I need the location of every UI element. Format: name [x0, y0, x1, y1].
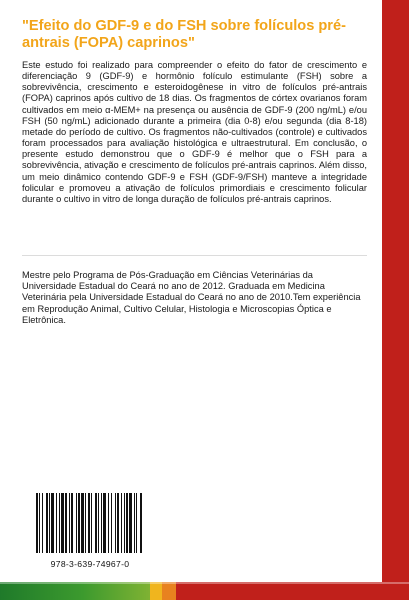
- cover-title: "Efeito do GDF-9 e do FSH sobre folículos pré-antrais (FOPA) caprinos": [22, 18, 346, 51]
- bottom-color-bar: [0, 582, 409, 600]
- barcode-bar: [134, 493, 135, 553]
- barcode-bar: [71, 493, 73, 553]
- barcode-bar: [126, 493, 128, 553]
- barcode-bar: [42, 493, 43, 553]
- right-red-stripe: [382, 0, 409, 600]
- barcode-graphic: [34, 493, 146, 559]
- barcode-bar: [36, 493, 38, 553]
- barcode-bar: [78, 493, 80, 553]
- barcode-bar: [136, 493, 137, 553]
- barcode-bar: [39, 493, 40, 553]
- barcode-bar: [124, 493, 125, 553]
- barcode-bar: [115, 493, 116, 553]
- barcode-bar: [81, 493, 84, 553]
- abstract-text: Este estudo foi realizado para compreender o efeito do fator de crescimento e diferenciação 9 (GDF-9) e hormônio folículo estimulante (FSH) sobre a sobrevivência, crescimento e esteroidogênese in vitro de folículos pré-antrais (FOPA) caprinos após cultivo de 18 dias. Os fragmentos de córtex ovarianos foram cultivados em meio α-MEM+ na presença ou ausência de GDF-9 (200 ng/mL) e/ou FSH (50 ng/mL) adicionado durante a primeira (dia 0-8) e/ou segunda (dia 8-18) metade do período de cultivo. Os fragmentos não-cultivados (controle) e cultivados foram processados para avaliação histológica e ultraestrutural. Em conclusão, o presente estudo demonstrou que o GDF-9 é melhor que o FSH para a sobrevivência, ativação e crescimento de folículos pré-antrais caprinos. Além disso, um meio dinâmico contendo GDF-9 e FSH (GDF-9/FSH) manteve a integridade folicular e promoveu a ativação de folículos primordiais e crescimento folicular durante o cultivo in vitro de longa duração de folículos pré-antrais caprinos.: [22, 60, 367, 204]
- barcode-bar: [85, 493, 86, 553]
- barcode-bar: [56, 493, 57, 553]
- barcode-bar: [61, 493, 64, 553]
- barcode-bar: [76, 493, 77, 553]
- barcode-bar: [65, 493, 67, 553]
- isbn-barcode: [28, 487, 152, 575]
- barcode-bar: [59, 493, 60, 553]
- barcode-bar: [140, 493, 142, 553]
- barcode-bar: [91, 493, 92, 553]
- barcode-bar: [129, 493, 132, 553]
- separator-line: [22, 255, 367, 256]
- barcode-bar: [103, 493, 106, 553]
- barcode-bar: [101, 493, 102, 553]
- barcode-bar: [46, 493, 48, 553]
- bottom-bar-red: [176, 582, 409, 600]
- barcode-bar: [49, 493, 50, 553]
- barcode-bar: [88, 493, 90, 553]
- isbn-number: 978-3-639-74967-0: [50, 559, 130, 569]
- barcode-bar: [121, 493, 122, 553]
- author-bio: Mestre pelo Programa de Pós-Graduação em Ciências Veterinárias da Universidade Estadual do Ceará no ano de 2012. Graduada em Medicina Veterinária pela Universidade Estadual do Ceará no ano de 2010.Tem experiência em Reprodução Animal, Cultivo Celular, Histologia e Microscopias Óptica e Eletrônica.: [22, 270, 361, 325]
- bottom-bar-yellow: [150, 582, 162, 600]
- barcode-bar: [69, 493, 70, 553]
- barcode-bar: [111, 493, 112, 553]
- barcode-bar: [117, 493, 119, 553]
- barcode-bar: [95, 493, 97, 553]
- barcode-bar: [108, 493, 109, 553]
- barcode-bar: [98, 493, 99, 553]
- bottom-bar-highlight: [0, 582, 409, 584]
- bottom-bar-orange: [162, 582, 176, 600]
- bottom-bar-green: [0, 582, 150, 600]
- barcode-bar: [51, 493, 54, 553]
